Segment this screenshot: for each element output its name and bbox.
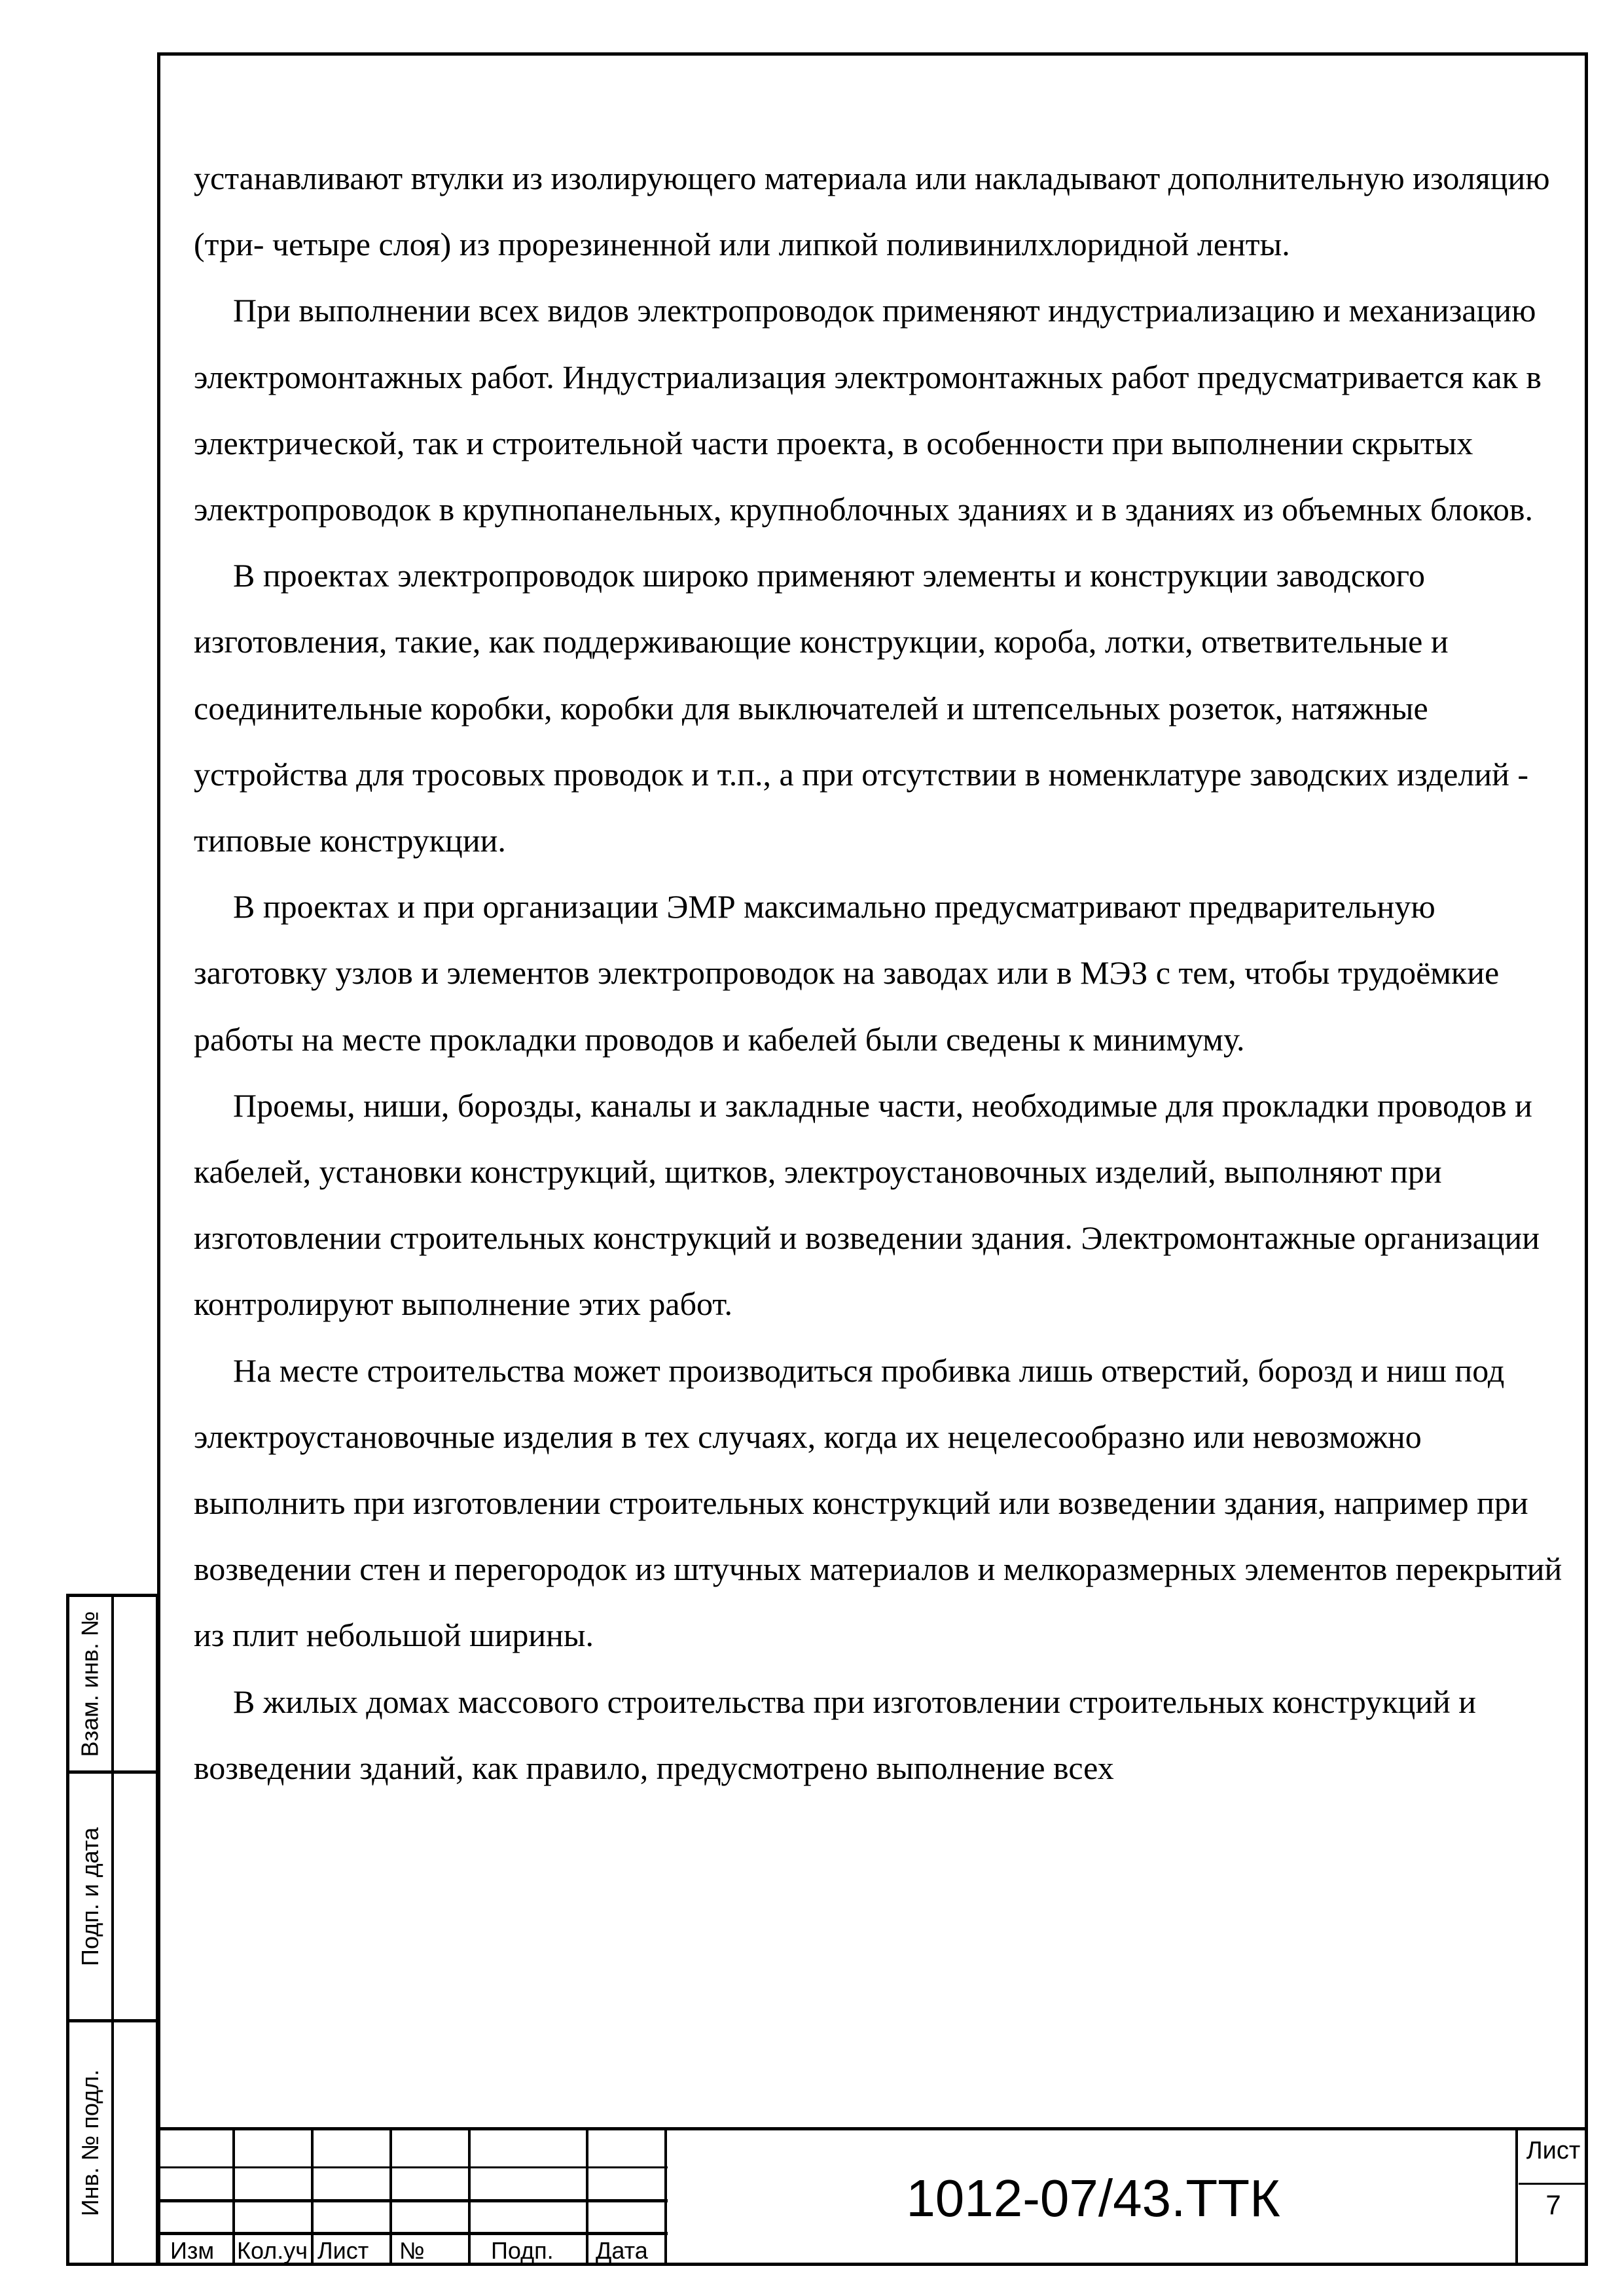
title-block <box>157 2127 1588 2266</box>
replaced-inv-cell <box>69 1597 111 1770</box>
tb-vline <box>311 2130 314 2266</box>
tb-hline <box>1519 2183 1588 2185</box>
paragraph-2: При выполнении всех видов электропроводок применяют индустриализацию и механизацию электромонтажных работ. Индустриализация электромонтажных работ предусматривается как в электрической, так и строительной части проекта, в особенности при выполнении скрытых электропроводок в крупнопанельных, крупноблочных зданиях и в зданиях из объемных блоков. <box>194 292 1542 528</box>
tb-hline <box>157 2199 668 2202</box>
paragraph-4: В проектах и при организации ЭМР максимально предусматривают предварительную заготовку узлов и элементов электропроводок на заводах или в МЭЗ с тем, чтобы трудоёмкие работы на месте прокладки проводов и кабелей были сведены к минимуму. <box>194 888 1500 1058</box>
sign-date-label: Подп. и дата <box>77 1827 103 1966</box>
tb-vline <box>232 2130 235 2266</box>
side-stamp-vline <box>111 1597 114 2263</box>
side-stamp <box>66 1594 159 2266</box>
orig-inv-cell <box>69 2022 111 2263</box>
tb-vline <box>586 2130 588 2266</box>
sheet-number: 7 <box>1545 2189 1561 2220</box>
col-sheet: Лист <box>317 2237 369 2264</box>
col-change: Изм <box>170 2237 215 2264</box>
tb-hline <box>157 2166 668 2168</box>
tb-vline <box>389 2130 392 2266</box>
tb-vline <box>664 2130 667 2266</box>
tb-vline <box>468 2130 471 2266</box>
paragraph-1: устанавливают втулки из изолирующего материала или накладывают дополнительную изоляцию (три- четыре слоя) из прорезиненной или липкой поливинилхлоридной ленты. <box>194 160 1550 263</box>
document-body <box>194 145 1575 1801</box>
col-doc: № <box>399 2237 425 2264</box>
replaced-inv-label: Взам. инв. № <box>77 1610 103 1757</box>
col-count: Кол.уч <box>237 2237 308 2264</box>
sheet-label: Лист <box>1526 2137 1581 2164</box>
document-code: 1012-07/43.ТТК <box>906 2168 1280 2227</box>
paragraph-7: В жилых домах массового строительства при изготовлении строительных конструкций и возведении зданий, как правило, предусмотрено выполнение всех <box>194 1683 1477 1786</box>
paragraph-5: Проемы, ниши, борозды, каналы и закладные части, необходимые для прокладки проводов и кабелей, установки конструкций, щитков, электроустановочных изделий, выполняют при изготовлении строительных конструкций и возведении здания. Электромонтажные организации контролируют выполнение этих работ. <box>194 1086 1540 1323</box>
paragraph-3: В проектах электропроводок широко применяют элементы и конструкции заводского изготовления, такие, как поддерживающие конструкции, короба, лотки, ответвительные и соединительные коробки, коробки для выключателей и штепсельных розеток, натяжные устройства для тросовых проводок и т.п., а при отсутствии в номенклатуре заводских изделий - типовые конструкции. <box>194 557 1529 859</box>
sign-date-cell <box>69 1774 111 2019</box>
col-date: Дата <box>596 2237 648 2264</box>
paragraph-6: На месте строительства может производиться пробивка лишь отверстий, борозд и ниш под электроустановочные изделия в тех случаях, когда их нецелесообразно или невозможно выполнить при изготовлении строительных конструкций или возведении здания, например при возведении стен и перегородок из штучных материалов и мелкоразмерных элементов перекрытий из плит небольшой ширины. <box>194 1352 1562 1654</box>
col-sign: Подп. <box>491 2237 554 2264</box>
orig-inv-label: Инв. № подл. <box>77 2069 103 2216</box>
